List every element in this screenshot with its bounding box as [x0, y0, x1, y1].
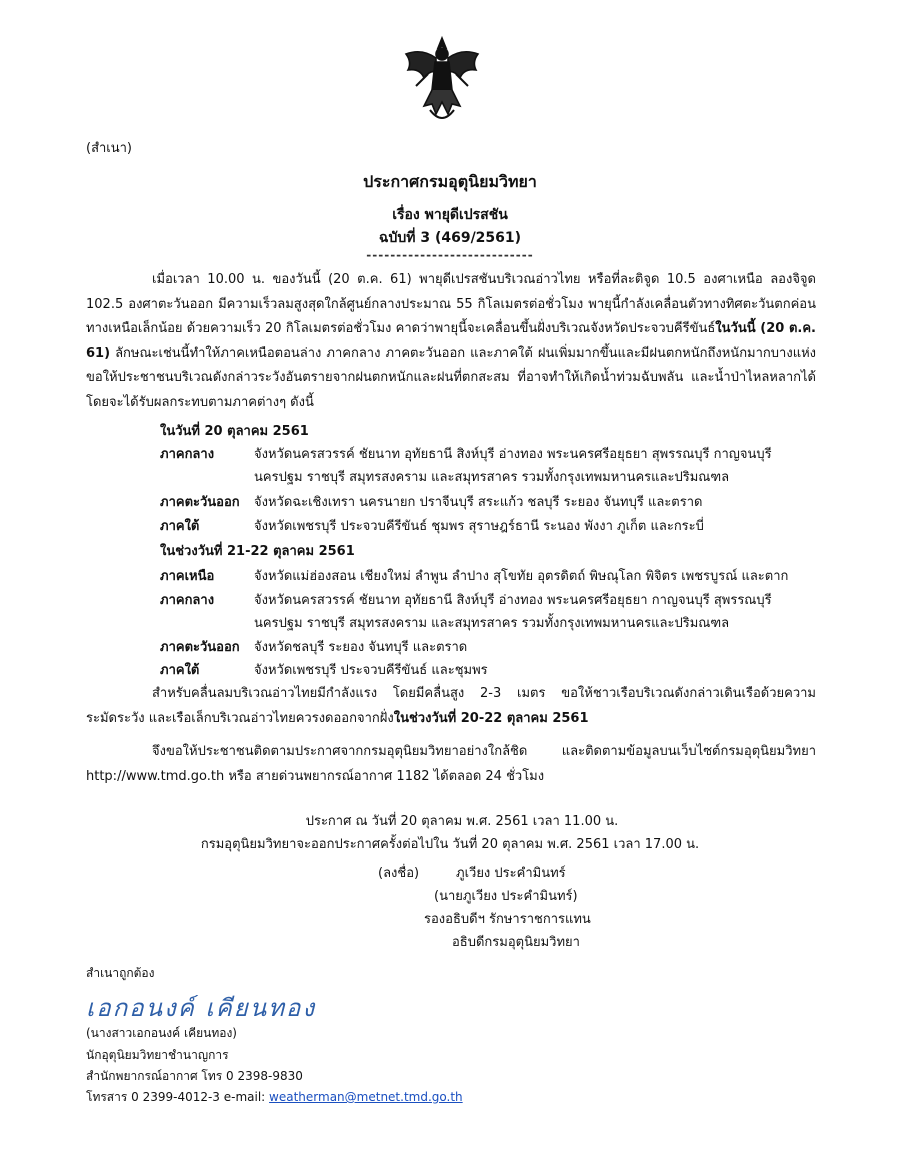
signer-position-2: อธิบดีกรมอุตุนิยมวิทยา — [452, 935, 580, 950]
region-row: ภาคกลาง จังหวัดนครสวรรค์ ชัยนาท อุทัยธานี สิงห์บุรี อ่างทอง พระนครศรีอยุธยา สุพรรณบุรี กาญจนบุรี นครปฐม ราชบุรี สมุทรสงคราม และสมุทรสาคร รวมทั้งกรุงเทพมหานครและปริมณฑล — [160, 447, 772, 485]
certifier-position: นักอุตุนิยมวิทยาชำนาญการ — [86, 1048, 229, 1062]
signature-label: (ลงชื่อ) — [378, 866, 420, 881]
paragraph-1: เมื่อเวลา 10.00 น. ของวันนี้ (20 ต.ค. 61) พายุดีเปรสชันบริเวณอ่าวไทย หรือที่ละติจูด 10.5 องศาเหนือ ลองจิจูด 102.5 องศาตะวันออก มีความเร็วลมสูงสุดใกล้ศูนย์กลางประมาณ 55 กิโลเมตรต่อชั่วโมง พายุนี้กำลังเคลื่อนตัวทางทิศตะวันตกค่อนทางเหนือเล็กน้อย ด้วยความเร็ว 20 กิโลเมตรต่อชั่วโมง คาดว่าพายุนี้จะเคลื่อนขึ้นฝั่งบริเวณจังหวัดประจวบคีรีขันธ์ในวันนี้ (20 ต.ค. 61) ลักษณะเช่นนี้ทำให้ภาคเหนือตอนล่าง ภาคกลาง ภาคตะวันออก และภาคใต้ ฝนเพิ่มมากขึ้นและมีฝนตกหนักถึงหนักมากบางแห่ง ขอให้ประชาชนบริเวณดังกล่าวระวังอันตรายจากฝนตกหนักและฝนที่ตกสะสม ที่อาจทำให้เกิดน้ำท่วมฉับพลัน และน้ำป่าไหลหลากได้ โดยจะได้รับผลกระทบตามภาคต่างๆ ดังนี้ — [86, 272, 816, 410]
copy-tag: (สำเนา) — [86, 141, 133, 156]
signer-full-name: (นายภูเวียง ประคำมินทร์) — [434, 889, 578, 904]
fax-email-line: โทรสาร 0 2399-4012-3 e-mail: weatherman@metnet.tmd.go.th — [86, 1090, 463, 1104]
day1-heading: ในวันที่ 20 ตุลาคม 2561 — [160, 424, 309, 439]
page-title: ประกาศกรมอุตุนิยมวิทยา — [363, 172, 537, 191]
signature-block — [378, 862, 591, 954]
region-row: ภาคใต้ จังหวัดเพชรบุรี ประจวบคีรีขันธ์ และชุมพร — [160, 663, 488, 678]
certifier-name: (นางสาวเอกอนงค์ เคียนทอง) — [86, 1026, 237, 1040]
email-link[interactable]: weatherman@metnet.tmd.go.th — [269, 1090, 463, 1104]
issued-line-1: ประกาศ ณ วันที่ 20 ตุลาคม พ.ศ. 2561 เวลา 11.00 น. — [305, 814, 619, 829]
region-row: ภาคเหนือ จังหวัดแม่ฮ่องสอน เชียงใหม่ ลำพูน ลำปาง สุโขทัย อุตรดิตถ์ พิษณุโลก พิจิตร เพชรบูรณ์ และตาก — [160, 569, 789, 584]
divider: ---------------------------- — [366, 248, 534, 262]
issue-number: ฉบับที่ 3 (469/2561) — [378, 230, 522, 246]
subject: เรื่อง พายุดีเปรสชัน — [392, 207, 508, 223]
region-row: ภาคตะวันออก จังหวัดฉะเชิงเทรา นครนายก ปราจีนบุรี สระแก้ว ชลบุรี ระยอง จันทบุรี และตราด — [160, 495, 703, 510]
signer-position-1: รองอธิบดีฯ รักษาราชการแทน — [424, 912, 591, 927]
office-phone: สำนักพยากรณ์อากาศ โทร 0 2398-9830 — [86, 1069, 303, 1083]
paragraph-3: จึงขอให้ประชาชนติดตามประกาศจากกรมอุตุนิยมวิทยาอย่างใกล้ชิด และติดตามข้อมูลบนเว็บไซต์กรมอุตุนิยมวิทยา http://www.tmd.go.th หรือ สายด่วนพยากรณ์อากาศ 1182 ได้ตลอด 24 ชั่วโมง — [86, 744, 816, 784]
garuda-emblem-icon — [402, 34, 482, 128]
paragraph-2: สำหรับคลื่นลมบริเวณอ่าวไทยมีกำลังแรง โดยมีคลื่นสูง 2-3 เมตร ขอให้ชาวเรือบริเวณดังกล่าวเดินเรือด้วยความระมัดระวัง และเรือเล็กบริเวณอ่าวไทยควรงดออกจากฝั่งในช่วงวันที่ 20-22 ตุลาคม 2561 — [86, 686, 816, 726]
region-row: ภาคตะวันออก จังหวัดชลบุรี ระยอง จันทบุรี และตราด — [160, 640, 468, 655]
issued-line-2: กรมอุตุนิยมวิทยาจะออกประกาศครั้งต่อไปใน วันที่ 20 ตุลาคม พ.ศ. 2561 เวลา 17.00 น. — [200, 837, 700, 852]
day2-heading: ในช่วงวันที่ 21-22 ตุลาคม 2561 — [160, 544, 355, 559]
handwritten-signature: เอกอนงค์ เคียนทอง — [86, 994, 317, 1022]
region-row: ภาคใต้ จังหวัดเพชรบุรี ประจวบคีรีขันธ์ ชุมพร สุราษฎร์ธานี ระนอง พังงา ภูเก็ต และกระบี่ — [160, 519, 704, 534]
certified-label: สำเนาถูกต้อง — [86, 966, 155, 980]
region-row: ภาคกลาง จังหวัดนครสวรรค์ ชัยนาท อุทัยธานี สิงห์บุรี อ่างทอง พระนครศรีอยุธยา กาญจนบุรี สุพรรณบุรี นครปฐม ราชบุรี สมุทรสงคราม และสมุทรสาคร รวมทั้งกรุงเทพมหานครและปริมณฑล — [160, 593, 772, 631]
signer-name: ภูเวียง ประคำมินทร์ — [456, 866, 566, 881]
